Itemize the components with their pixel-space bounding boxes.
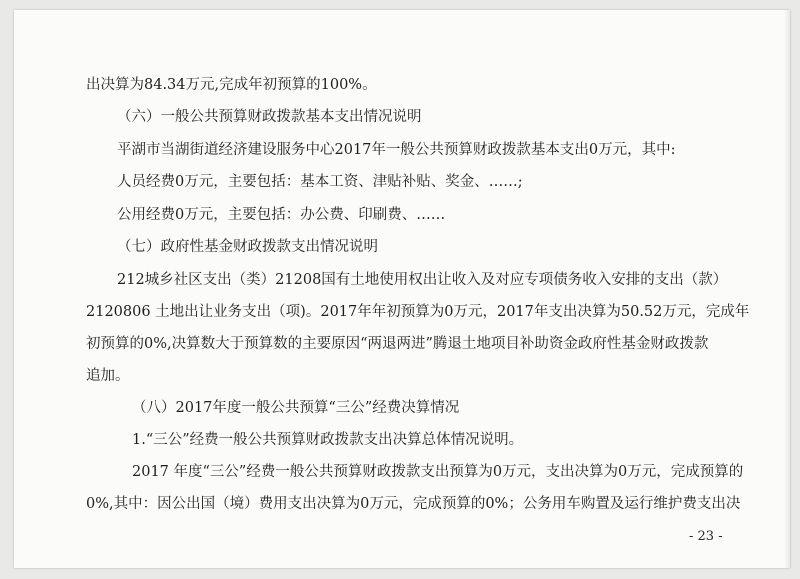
text-line-3: 平湖市当湖街道经济建设服务中心2017年一般公共预算财政拨款基本支出0万元，其中:: [117, 142, 676, 158]
text-line-5: 公用经费0万元，主要包括：办公费、印刷费、……: [117, 207, 446, 223]
text-line-10: 追加。: [86, 368, 130, 384]
text-line-14: 0%,其中：因公出国（境）费用支出决算为0万元，完成预算的0%；公务用车购置及运行维护费支出决: [86, 496, 741, 512]
text-line-9: 初预算的0%,决算数大于预算数的主要原因“两退两进”腾退土地项目补助资金政府性基金财政拨款: [86, 336, 709, 352]
text-line-1: 出决算为84.34万元,完成年初预算的100%。: [86, 77, 377, 93]
section-heading-7: （七）政府性基金财政拨款支出情况说明: [117, 239, 378, 255]
text-line-13: 2017 年度“三公”经费一般公共预算财政拨款支出预算为0万元，支出决算为0万元，完成预算的: [132, 464, 744, 480]
text-line-7: 212城乡社区支出（类）21208国有土地使用权出让收入及对应专项债务收入安排的支出（款）: [117, 272, 728, 288]
document-page: [14, 10, 790, 568]
section-heading-8: （八）2017年度一般公共预算“三公”经费决算情况: [132, 400, 460, 416]
text-line-4: 人员经费0万元，主要包括：基本工资、津贴补贴、奖金、……;: [117, 174, 523, 190]
page-number: - 23 -: [689, 529, 723, 544]
page-edge-shadow: [784, 10, 790, 568]
section-heading-6: （六）一般公共预算财政拨款基本支出情况说明: [117, 109, 422, 125]
subsection-heading-1: 1.“三公”经费一般公共预算财政拨款支出决算总体情况说明。: [132, 432, 524, 448]
text-line-8: 2120806 土地出让业务支出（项)。2017年年初预算为0万元，2017年支出决算为50.52万元，完成年: [86, 304, 750, 320]
